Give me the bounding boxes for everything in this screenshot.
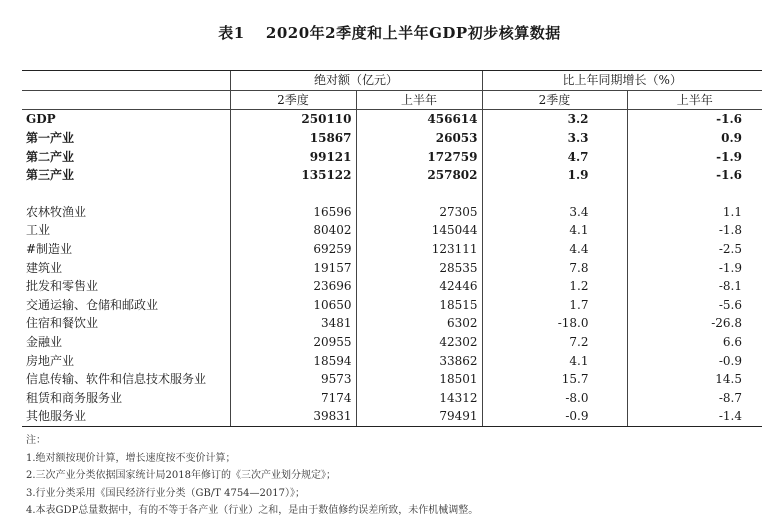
h1-value-cell: 27305 (356, 203, 482, 222)
table-row (22, 296, 762, 315)
q2-value-cell: 19157 (230, 258, 356, 277)
q2-value-cell: 3481 (230, 314, 356, 333)
header-group-row (22, 71, 762, 91)
table-row (22, 203, 762, 222)
h1-growth-cell: -1.6 (627, 166, 762, 185)
q2-value-cell: 99121 (230, 147, 356, 166)
row-label: 租赁和商务服务业 (26, 390, 123, 405)
h1-value-cell: 42302 (356, 333, 482, 352)
q2-value-cell: 18594 (230, 351, 356, 370)
h1-growth-cell: -0.9 (627, 351, 762, 370)
row-label: 工业 (26, 223, 51, 238)
h1-growth-cell: -5.6 (627, 296, 762, 315)
q2-growth-cell: 4.1 (482, 351, 627, 370)
table-row (22, 129, 762, 148)
table-title: 表1 2020年2季度和上半年GDP初步核算数据 (218, 24, 561, 42)
note-line: 4.本表GDP总量数据中，有的不等于各产业（行业）之和，是由于数值修约误差所致，未作机械调整。 (26, 505, 479, 516)
row-label: 第二产业 (26, 149, 75, 164)
note-line: 2.三次产业分类依据国家统计局2018年修订的《三次产业划分规定》； (26, 470, 336, 481)
h1-growth-cell: -26.8 (627, 314, 762, 333)
spacer-cell (482, 185, 627, 203)
row-label: GDP (26, 112, 56, 127)
table-row (22, 110, 762, 129)
q2-value-cell: 250110 (230, 110, 356, 129)
h1-value-cell: 257802 (356, 166, 482, 185)
h1-value-cell: 79491 (356, 407, 482, 426)
h1-growth-cell: -8.1 (627, 277, 762, 296)
note-line: 注： (26, 435, 46, 446)
h1-growth-cell: -8.7 (627, 389, 762, 408)
q2-value-cell: 135122 (230, 166, 356, 185)
table-row (22, 333, 762, 352)
row-label: 房地产业 (26, 353, 75, 368)
h1-value-cell: 18515 (356, 296, 482, 315)
row-label: 第三产业 (26, 168, 75, 183)
h1-growth-cell: 1.1 (627, 203, 762, 222)
spacer-cell (22, 185, 230, 203)
h1-value-cell: 42446 (356, 277, 482, 296)
header-q2: 2季度 (230, 90, 356, 110)
table-row (22, 277, 762, 296)
header-empty-cell (22, 90, 230, 110)
h1-value-cell: 456614 (356, 110, 482, 129)
row-label: 金融业 (26, 335, 63, 350)
q2-value-cell: 39831 (230, 407, 356, 426)
row-label: 第一产业 (26, 131, 75, 146)
q2-growth-cell: 3.2 (482, 110, 627, 129)
spacer-row (22, 185, 762, 203)
header-absolute-group: 绝对额（亿元） (230, 71, 482, 91)
q2-growth-cell: -8.0 (482, 389, 627, 408)
header-h1-growth: 上半年 (627, 90, 762, 110)
h1-value-cell: 123111 (356, 240, 482, 259)
q2-growth-cell: 7.2 (482, 333, 627, 352)
q2-value-cell: 20955 (230, 333, 356, 352)
row-label: #制造业 (26, 242, 73, 257)
header-q2-growth: 2季度 (482, 90, 627, 110)
q2-value-cell: 10650 (230, 296, 356, 315)
row-label: 农林牧渔业 (26, 204, 87, 219)
q2-value-cell: 16596 (230, 203, 356, 222)
note-line: 1.绝对额按现价计算，增长速度按不变价计算； (26, 452, 236, 464)
row-label: 其他服务业 (22, 407, 230, 426)
spacer-cell (230, 185, 356, 203)
table-row (22, 407, 762, 426)
q2-growth-cell: 4.4 (482, 240, 627, 259)
header-h1: 上半年 (356, 90, 482, 110)
h1-growth-cell: 14.5 (627, 370, 762, 389)
h1-growth-cell: -1.8 (627, 221, 762, 240)
q2-growth-cell: 4.1 (482, 221, 627, 240)
spacer-cell (627, 185, 762, 203)
h1-growth-cell: -1.4 (627, 407, 762, 426)
h1-growth-cell: 6.6 (627, 333, 762, 352)
q2-growth-cell: -0.9 (482, 407, 627, 426)
q2-growth-cell: 3.3 (482, 129, 627, 148)
q2-value-cell: 69259 (230, 240, 356, 259)
h1-value-cell: 172759 (356, 147, 482, 166)
h1-growth-cell: -2.5 (627, 240, 762, 259)
table-row (22, 258, 762, 277)
h1-value-cell: 18501 (356, 370, 482, 389)
table-row (22, 166, 762, 185)
header-growth-group: 比上年同期增长（%） (482, 71, 762, 91)
header-empty-cell (22, 71, 230, 91)
q2-growth-cell: -18.0 (482, 314, 627, 333)
q2-value-cell: 9573 (230, 370, 356, 389)
table-row (22, 147, 762, 166)
spacer-cell (356, 185, 482, 203)
h1-value-cell: 145044 (356, 221, 482, 240)
row-label: 批发和零售业 (26, 279, 99, 294)
row-label: 住宿和餐饮业 (26, 316, 99, 331)
q2-growth-cell: 1.2 (482, 277, 627, 296)
table-row (22, 351, 762, 370)
table-row (22, 370, 762, 389)
notes-block (26, 432, 478, 520)
q2-value-cell: 80402 (230, 221, 356, 240)
q2-value-cell: 23696 (230, 277, 356, 296)
q2-growth-cell: 4.7 (482, 147, 627, 166)
h1-value-cell: 6302 (356, 314, 482, 333)
q2-value-cell: 15867 (230, 129, 356, 148)
header-sub-row (22, 90, 762, 110)
h1-value-cell: 33862 (356, 351, 482, 370)
table-row (22, 314, 762, 333)
h1-growth-cell: -1.9 (627, 258, 762, 277)
h1-value-cell: 14312 (356, 389, 482, 408)
h1-growth-cell: -1.9 (627, 147, 762, 166)
table-row (22, 389, 762, 408)
row-label: 交通运输、仓储和邮政业 (26, 297, 159, 312)
row-label: 建筑业 (26, 260, 63, 275)
q2-growth-cell: 3.4 (482, 203, 627, 222)
q2-growth-cell: 1.9 (482, 166, 627, 185)
h1-value-cell: 28535 (356, 258, 482, 277)
row-label: 信息传输、软件和信息技术服务业 (26, 372, 207, 387)
q2-growth-cell: 1.7 (482, 296, 627, 315)
table-row (22, 221, 762, 240)
h1-growth-cell: 0.9 (627, 129, 762, 148)
q2-value-cell: 7174 (230, 389, 356, 408)
q2-growth-cell: 7.8 (482, 258, 627, 277)
q2-growth-cell: 15.7 (482, 370, 627, 389)
h1-value-cell: 26053 (356, 129, 482, 148)
table-row (22, 240, 762, 259)
gdp-table (22, 70, 762, 427)
note-line: 3.行业分类采用《国民经济行业分类（GB/T 4754—2017）》； (26, 487, 305, 499)
h1-growth-cell: -1.6 (627, 110, 762, 129)
